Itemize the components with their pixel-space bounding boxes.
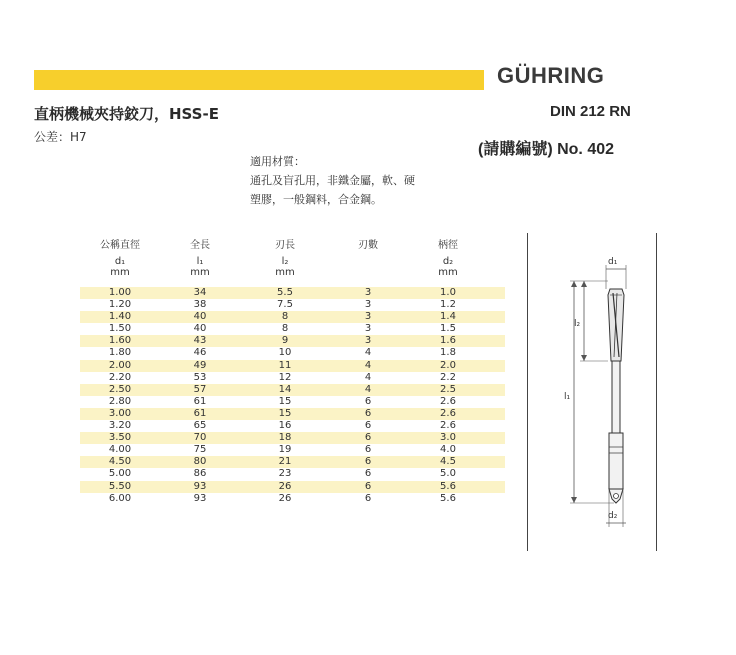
center-hole xyxy=(614,494,619,499)
table-row: 5.50 93 26 6 5.6 xyxy=(80,481,505,493)
table-row: 4.00 75 19 6 4.0 xyxy=(108,444,456,456)
table-row: 1.00 34 5.5 3 1.0 xyxy=(80,287,505,299)
materials-heading: 適用材質： xyxy=(250,155,305,168)
table-row: 2.50 57 14 4 2.5 xyxy=(80,384,505,396)
reamer-neck xyxy=(612,361,620,433)
d1-label: d₁ xyxy=(608,257,618,267)
header-overall-length: 全長 xyxy=(190,240,210,251)
l2-arrow-top xyxy=(581,281,587,287)
l1-arrow-top xyxy=(571,281,577,287)
order-number: (請購編號) No. 402 xyxy=(478,141,615,158)
tolerance-label: 公差：H7 xyxy=(34,130,87,144)
reamer-diagram xyxy=(527,233,657,551)
l1-arrow-bottom xyxy=(571,497,577,503)
table-row: 2.00 49 11 4 2.0 xyxy=(80,360,505,372)
page-title: 直柄機械夾持鉸刀，HSS-E xyxy=(34,105,219,123)
materials-line-1: 通孔及盲孔用，非鐵金屬，軟、硬 xyxy=(250,174,415,187)
materials-line-2: 塑膠，一般鋼料，合金鋼。 xyxy=(250,193,382,206)
d2-label: d₂ xyxy=(608,511,618,521)
table-row: 3.50 70 18 6 3.0 xyxy=(80,432,505,444)
table-row: 1.60 43 9 3 1.6 xyxy=(80,335,505,347)
symbol-l2: l₂ mm xyxy=(275,256,295,278)
reamer-table xyxy=(80,287,505,505)
symbol-d1: d₁ mm xyxy=(110,256,130,278)
brand-logo: GÜHRING xyxy=(497,63,605,88)
l2-label: l₂ xyxy=(574,319,581,329)
materials-section xyxy=(250,152,415,209)
symbol-d2: d₂ mm xyxy=(438,256,458,278)
standard-label: DIN 212 RN xyxy=(550,103,631,120)
yellow-header-bar xyxy=(34,70,484,90)
l2-arrow-bottom xyxy=(581,355,587,361)
header-flute-count: 刃數 xyxy=(358,240,378,251)
table-row: 3.20 65 16 6 2.6 xyxy=(108,420,456,432)
table-row: 1.20 38 7.5 3 1.2 xyxy=(108,299,456,311)
table-row: 1.40 40 8 3 1.4 xyxy=(80,311,505,323)
header-flute-length: 刃長 xyxy=(275,240,295,251)
table-row: 1.50 40 8 3 1.5 xyxy=(108,323,456,335)
table-row: 3.00 61 15 6 2.6 xyxy=(80,408,505,420)
table-row: 2.80 61 15 6 2.6 xyxy=(108,395,456,407)
header-nominal-diameter: 公稱直徑 xyxy=(100,240,140,251)
reamer-drawing xyxy=(528,233,656,551)
table-row: 2.20 53 12 4 2.2 xyxy=(108,371,456,383)
table-row: 6.00 93 26 6 5.6 xyxy=(108,492,456,504)
header-shank-diameter: 柄徑 xyxy=(438,240,458,251)
reamer-shank xyxy=(609,433,623,489)
symbol-l1: l₁ mm xyxy=(190,256,210,278)
l1-label: l₁ xyxy=(564,392,571,402)
table-row: 1.80 46 10 4 1.8 xyxy=(108,347,456,359)
table-row: 5.00 86 23 6 5.0 xyxy=(108,468,456,480)
table-row: 4.50 80 21 6 4.5 xyxy=(80,456,505,468)
